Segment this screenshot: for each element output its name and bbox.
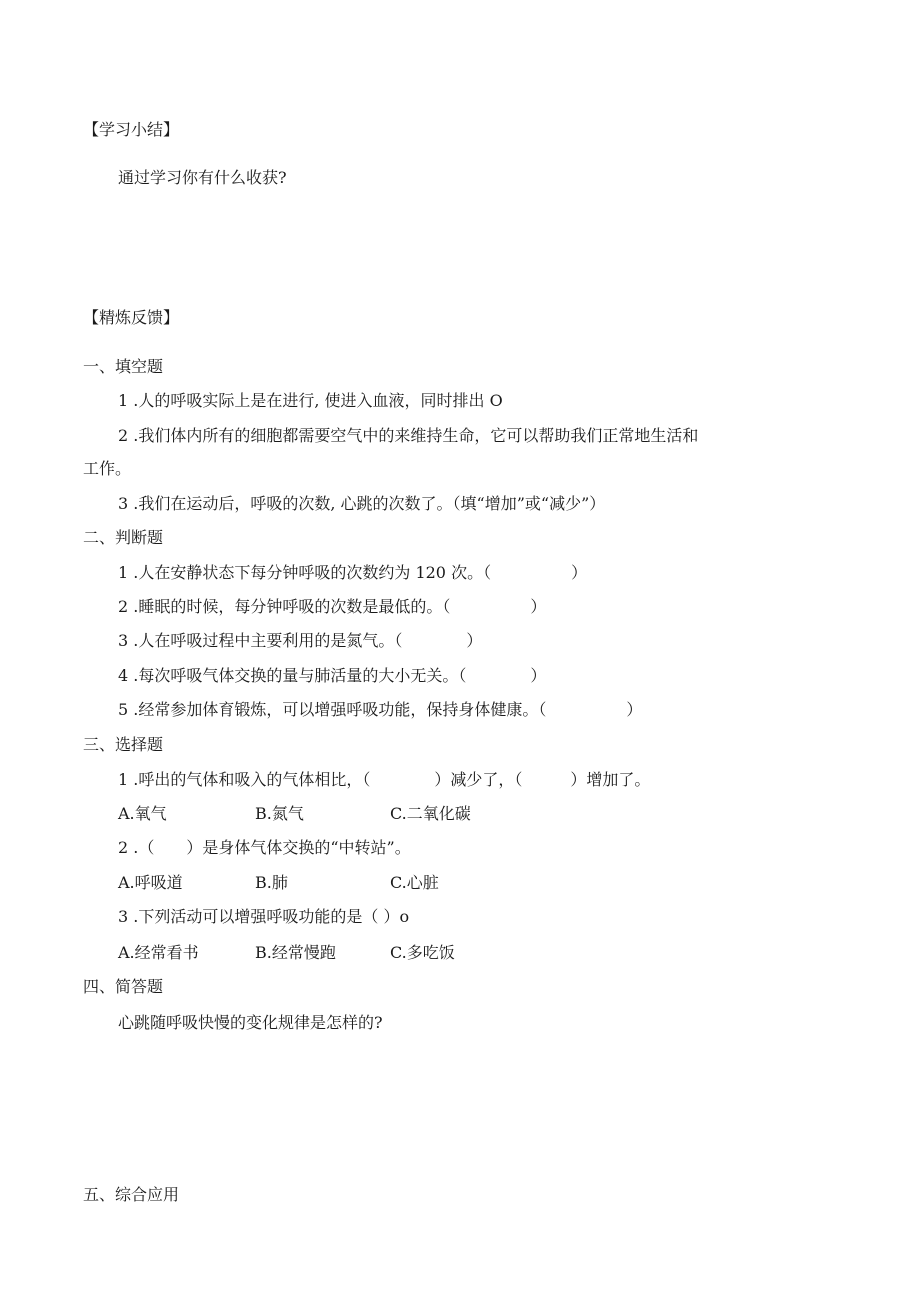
true-false-item: 1 .人在安静状态下每分钟呼吸的次数约为 120 次。（ ） (118, 563, 588, 582)
summary-heading: 【学习小结】 (83, 120, 180, 139)
choice-q3-option-b: B.经常慢跑 (255, 943, 336, 962)
fill-blank-q3: 3 .我们在运动后，呼吸的次数, 心跳的次数了。（填“增加”或“减少”） (118, 494, 606, 513)
true-false-item: 4 .每次呼吸气体交换的量与肺活量的大小无关。（ ） (118, 666, 547, 685)
choice-q2: 2 .（ ）是身体气体交换的“中转站”。 (118, 838, 411, 857)
fill-blank-q2-line2: 工作。 (83, 459, 132, 478)
application-heading: 五、综合应用 (83, 1185, 180, 1204)
choice-heading: 三、选择题 (83, 735, 164, 754)
true-false-item: 2 .睡眠的时候，每分钟呼吸的次数是最低的。（ ） (118, 597, 547, 616)
choice-q3-option-a: A.经常看书 (118, 943, 199, 962)
choice-q1: 1 .呼出的气体和吸入的气体相比，（ ）减少了，（ ）增加了。 (118, 770, 651, 789)
short-answer-question: 心跳随呼吸快慢的变化规律是怎样的? (118, 1013, 383, 1032)
fill-blank-q1: 1 .人的呼吸实际上是在进行, 使进入血液，同时排出 O (118, 391, 503, 410)
choice-q1-option-c: C.二氧化碳 (390, 804, 471, 823)
choice-q3-option-c: C.多吃饭 (390, 943, 455, 962)
short-answer-heading: 四、简答题 (83, 977, 164, 996)
choice-q2-option-c: C.心脏 (390, 873, 439, 892)
choice-q1-option-a: A.氧气 (118, 804, 167, 823)
true-false-item: 3 .人在呼吸过程中主要利用的是氮气。（ ） (118, 631, 483, 650)
choice-q3: 3 .下列活动可以增强呼吸功能的是（ ）o (118, 907, 410, 926)
choice-q2-option-a: A.呼吸道 (118, 873, 183, 892)
choice-q1-option-b: B.氮气 (255, 804, 304, 823)
feedback-heading: 【精炼反馈】 (83, 308, 180, 327)
fill-blank-heading: 一、填空题 (83, 357, 164, 376)
choice-q2-option-b: B.肺 (255, 873, 288, 892)
summary-prompt: 通过学习你有什么收获? (118, 168, 287, 187)
fill-blank-q2-line1: 2 .我们体内所有的细胞都需要空气中的来维持生命，它可以帮助我们正常地生活和 (118, 426, 699, 445)
true-false-item: 5 .经常参加体育锻炼，可以增强呼吸功能，保持身体健康。（ ） (118, 700, 643, 719)
true-false-heading: 二、判断题 (83, 528, 164, 547)
